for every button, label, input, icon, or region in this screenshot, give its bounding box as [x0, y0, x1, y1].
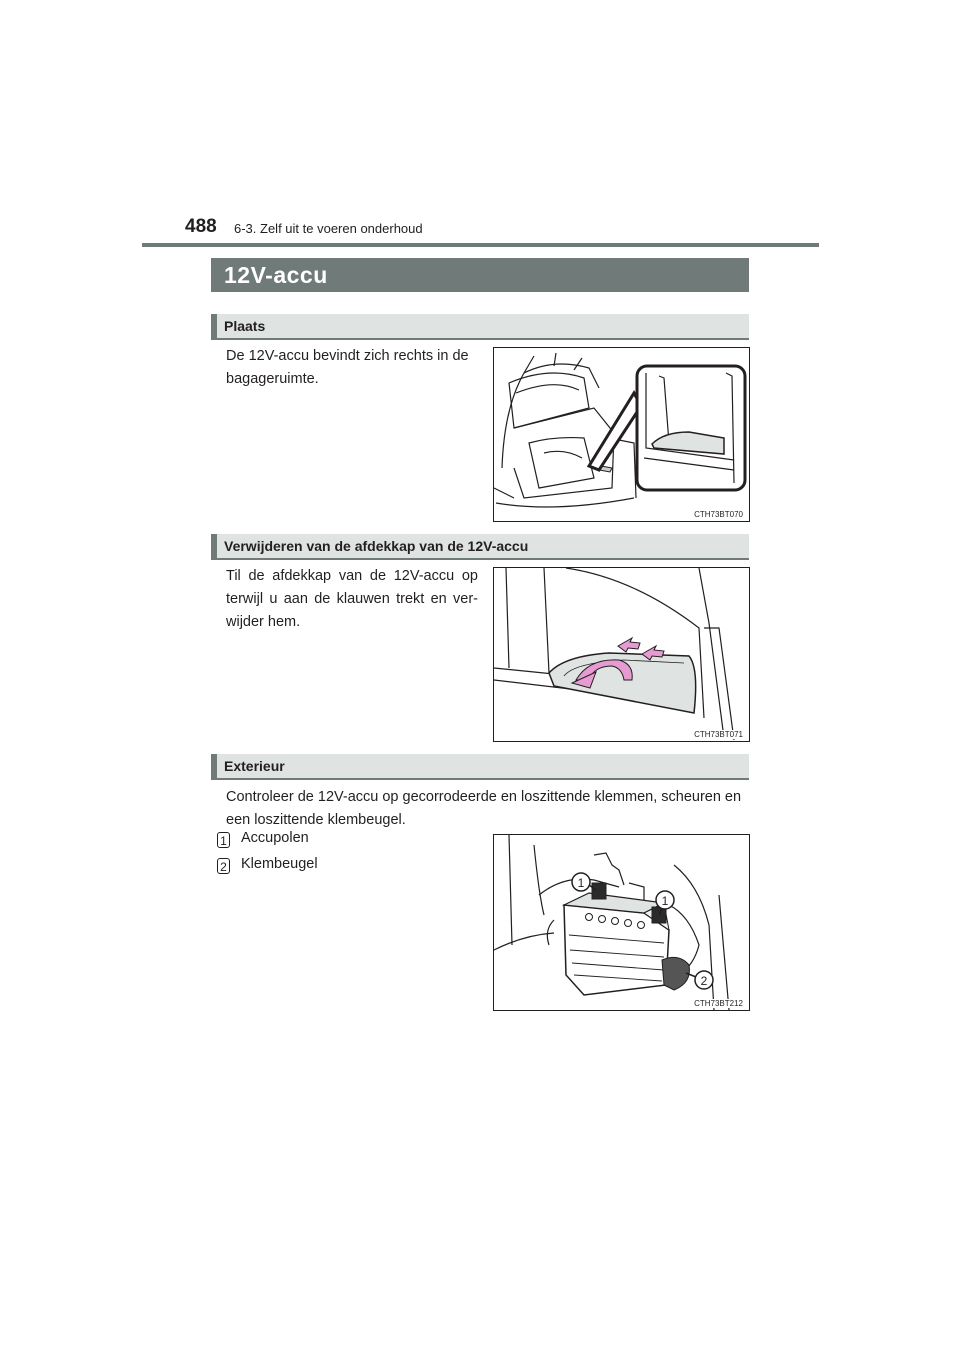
legend-label: Accupolen — [241, 830, 309, 846]
callout-1a: 1 — [577, 876, 585, 890]
section-reference: 6-3. Zelf uit te voeren onderhoud — [234, 221, 423, 236]
figure-code: CTH73BT071 — [694, 730, 743, 739]
figure-battery-exterior — [493, 834, 750, 1011]
figure-code: CTH73BT212 — [694, 999, 743, 1008]
paragraph-exterieur: Controleer de 12V-accu op gecorrodeerde en loszittende klemmen, scheuren en een loszittende klembeugel. — [226, 789, 742, 828]
figure-trunk-location — [493, 347, 750, 522]
paragraph-verwijderen: Til de afdekkap van de 12V-accu op terwijl u aan de klauwen trekt en ver-wijder hem. — [226, 568, 478, 630]
subheading-exterieur: Exterieur — [211, 754, 749, 778]
page-number: 488 — [185, 216, 217, 237]
subheading-plaats: Plaats — [211, 314, 749, 338]
paragraph-plaats: De 12V-accu bevindt zich rechts in de bagageruimte. — [226, 348, 469, 387]
legend-label: Klembeugel — [241, 856, 318, 872]
legend-number: 2 — [217, 858, 230, 874]
cover-removal-illustration — [494, 568, 749, 741]
callout-2: 2 — [700, 974, 708, 988]
figure-cover-removal — [493, 567, 750, 742]
figure-code: CTH73BT070 — [694, 510, 743, 519]
battery-illustration — [494, 835, 749, 1010]
page-title: 12V-accu — [211, 258, 749, 292]
trunk-illustration — [494, 348, 749, 521]
legend-number: 1 — [217, 832, 230, 848]
callout-1b: 1 — [661, 894, 669, 908]
subheading-verwijderen: Verwijderen van de afdekkap van de 12V-accu — [211, 534, 749, 558]
header-rule — [142, 243, 819, 247]
